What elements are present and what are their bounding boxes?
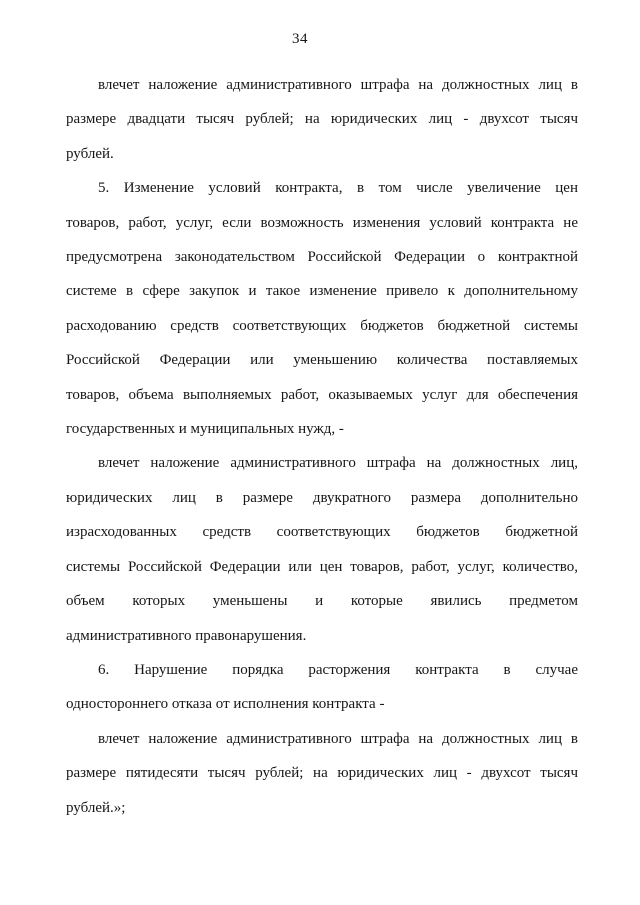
text-line: израсходованных средств соответствующих бюджетов бюджетной (66, 524, 578, 541)
text-line: системы Российской Федерации или цен товаров, работ, услуг, количество, (66, 558, 578, 575)
text-line: влечет наложение административного штрафа на должностных лиц в (98, 730, 578, 747)
paragraph-1 (66, 68, 578, 171)
text-line: 6. Нарушение порядка расторжения контракта в случае (98, 661, 578, 678)
text-line: товаров, работ, услуг, если возможность изменения условий контракта не (66, 214, 578, 231)
paragraph-4 (66, 653, 578, 722)
text-line: рублей. (66, 145, 114, 162)
text-line: рублей.»; (66, 799, 126, 816)
text-line: объем которых уменьшены и которые явились предметом (66, 593, 578, 610)
text-line: размере пятидесяти тысяч рублей; на юридических лиц - двухсот тысяч (66, 765, 578, 782)
text-line: предусмотрена законодательством Российской Федерации о контрактной (66, 249, 578, 266)
text-line: одностороннего отказа от исполнения контракта - (66, 696, 385, 713)
paragraph-3 (66, 446, 578, 652)
text-line: размере двадцати тысяч рублей; на юридических лиц - двухсот тысяч (66, 111, 578, 128)
text-line: товаров, объема выполняемых работ, оказываемых услуг для обеспечения (66, 386, 578, 403)
text-line: расходованию средств соответствующих бюджетов бюджетной системы (66, 317, 578, 334)
text-line: Российской Федерации или уменьшению количества поставляемых (66, 352, 578, 369)
paragraph-2 (66, 171, 578, 446)
text-line: влечет наложение административного штрафа на должностных лиц, (98, 455, 578, 472)
text-line: 5. Изменение условий контракта, в том числе увеличение цен (98, 180, 578, 197)
text-line: государственных и муниципальных нужд, - (66, 421, 344, 438)
page-number: 34 (292, 31, 308, 47)
text-line: влечет наложение административного штрафа на должностных лиц в (98, 77, 578, 93)
document-body (66, 68, 578, 825)
paragraph-5 (66, 722, 578, 825)
text-line: административного правонарушения. (66, 627, 307, 644)
text-line: системе в сфере закупок и такое изменение привело к дополнительному (66, 283, 578, 300)
text-line: юридических лиц в размере двукратного размера дополнительно (66, 489, 578, 506)
